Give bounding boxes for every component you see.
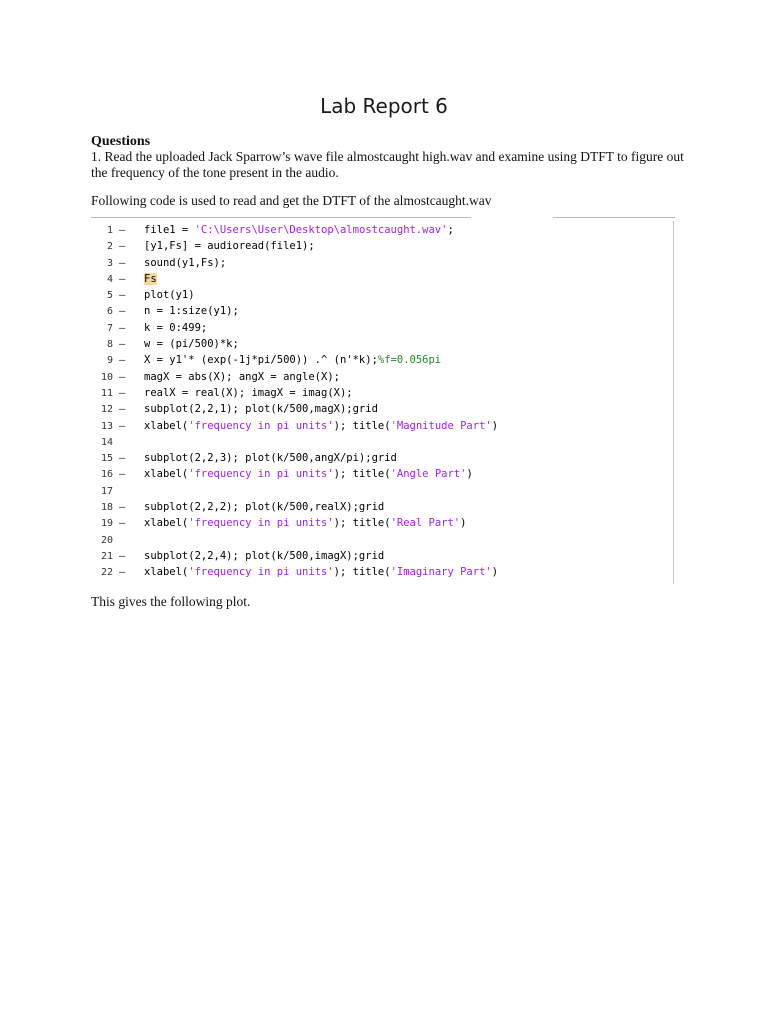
highlighted-token: Fs xyxy=(144,272,157,285)
code-text xyxy=(144,352,441,368)
breakpoint-marker: – xyxy=(119,256,126,269)
code-line xyxy=(91,466,498,482)
string-literal: 'C:\Users\User\Desktop\almostcaught.wav' xyxy=(194,224,448,236)
code-text xyxy=(144,255,226,271)
string-literal: 'Angle Part' xyxy=(390,468,467,481)
code-token: ) xyxy=(491,419,499,432)
line-number: 20 xyxy=(100,534,113,546)
code-token: xlabel( xyxy=(144,468,189,481)
code-token: n = 1:size(y1); xyxy=(144,305,239,318)
line-number: 6 xyxy=(106,306,113,318)
string-literal: 'frequency in pi units' xyxy=(188,566,334,579)
intro-text: Following code is used to read and get the DTFT of the almostcaught.wav xyxy=(91,193,492,208)
breakpoint-marker: – xyxy=(119,354,126,367)
code-line xyxy=(91,238,498,254)
code-right-border xyxy=(673,221,674,584)
line-number: 5 xyxy=(106,290,113,302)
code-text xyxy=(144,385,353,401)
code-line xyxy=(91,564,498,580)
code-token: [y1,Fs] = audioread(file1); xyxy=(144,240,315,253)
line-number: 8 xyxy=(106,339,113,351)
breakpoint-marker: – xyxy=(119,289,126,302)
string-literal: 'frequency in pi units' xyxy=(188,468,334,481)
line-number: 18 xyxy=(100,502,113,514)
code-text xyxy=(144,401,378,417)
code-line xyxy=(91,548,498,564)
string-literal: 'frequency in pi units' xyxy=(188,419,334,432)
code-token: w = (pi/500)*k; xyxy=(144,338,239,351)
string-literal: 'Magnitude Part' xyxy=(390,419,492,432)
page-title: Lab Report 6 xyxy=(320,94,448,118)
closing-text: This gives the following plot. xyxy=(91,594,251,609)
code-line xyxy=(91,255,498,271)
code-line xyxy=(91,271,498,287)
code-text xyxy=(144,222,454,238)
code-comment: %f=0.056pi xyxy=(377,354,442,367)
code-text xyxy=(144,320,207,336)
code-text xyxy=(144,466,473,482)
line-number: 13 xyxy=(100,420,113,432)
code-token: ); title( xyxy=(333,517,391,530)
code-line xyxy=(91,401,498,417)
code-token: realX = real(X); imagX = imag(X); xyxy=(144,386,353,399)
breakpoint-marker: – xyxy=(119,517,126,530)
code-token: subplot(2,2,1); plot(k/500,magX);grid xyxy=(144,403,378,416)
breakpoint-marker: – xyxy=(119,566,126,579)
code-line xyxy=(91,418,498,434)
breakpoint-marker: – xyxy=(119,419,126,432)
code-lines xyxy=(91,222,498,581)
code-text xyxy=(144,548,384,564)
code-token: ; xyxy=(447,224,454,236)
breakpoint-marker: – xyxy=(119,386,126,399)
breakpoint-marker: – xyxy=(119,468,126,481)
breakpoint-marker: – xyxy=(119,501,126,514)
line-number: 4 xyxy=(106,273,113,285)
line-number: 15 xyxy=(100,453,113,465)
string-literal: 'frequency in pi units' xyxy=(188,517,334,530)
line-number: 12 xyxy=(100,404,113,416)
code-text xyxy=(144,336,239,352)
code-line xyxy=(91,303,498,319)
line-number: 19 xyxy=(100,518,113,530)
code-token: subplot(2,2,4); plot(k/500,imagX);grid xyxy=(144,549,385,562)
code-top-border-right xyxy=(553,217,675,218)
code-top-border xyxy=(91,217,471,218)
code-text xyxy=(144,499,384,515)
section-heading: Questions xyxy=(91,134,151,149)
code-line xyxy=(91,222,498,238)
code-line xyxy=(91,450,498,466)
code-token: ) xyxy=(491,566,499,579)
code-text xyxy=(144,287,195,303)
line-number: 10 xyxy=(100,371,113,383)
code-line xyxy=(91,369,498,385)
code-line xyxy=(91,336,498,352)
code-token: magX = abs(X); angX = angle(X); xyxy=(144,370,340,383)
code-line xyxy=(91,385,498,401)
code-token: xlabel( xyxy=(144,517,189,530)
line-number: 1 xyxy=(106,225,113,236)
line-number: 17 xyxy=(100,485,113,497)
breakpoint-marker: – xyxy=(119,549,126,562)
code-text xyxy=(144,450,397,466)
line-number: 22 xyxy=(100,567,113,579)
code-line xyxy=(91,483,498,499)
breakpoint-marker: – xyxy=(119,370,126,383)
code-line xyxy=(91,532,498,548)
line-number: 11 xyxy=(100,387,113,399)
code-token: subplot(2,2,2); plot(k/500,realX);grid xyxy=(144,501,385,514)
code-text xyxy=(144,303,239,319)
code-text xyxy=(144,271,157,287)
string-literal: 'Imaginary Part' xyxy=(390,566,492,579)
code-line xyxy=(91,515,498,531)
code-token: plot(y1) xyxy=(144,289,195,302)
code-token: xlabel( xyxy=(144,419,189,432)
code-token: sound(y1,Fs); xyxy=(144,256,227,269)
code-token: k = 0:499; xyxy=(144,321,208,334)
code-token: subplot(2,2,3); plot(k/500,angX/pi);grid xyxy=(144,452,397,465)
breakpoint-marker: – xyxy=(119,272,126,285)
question-text: 1. Read the uploaded Jack Sparrow’s wave file almostcaught high.wav and examine using DTFT to figure out the frequency of the tone present in the audio. xyxy=(91,149,684,180)
line-number: 14 xyxy=(100,436,113,448)
code-token: ) xyxy=(460,517,467,530)
line-number: 2 xyxy=(106,241,113,253)
code-line xyxy=(91,499,498,515)
line-number: 16 xyxy=(100,469,113,481)
breakpoint-marker: – xyxy=(119,338,126,351)
code-text xyxy=(144,369,340,385)
code-line xyxy=(91,320,498,336)
line-number: 3 xyxy=(106,257,113,269)
string-literal: 'Real Part' xyxy=(390,517,461,530)
line-number: 21 xyxy=(100,550,113,562)
code-line xyxy=(91,352,498,368)
breakpoint-marker: – xyxy=(119,224,126,236)
line-number: 9 xyxy=(106,355,113,367)
breakpoint-marker: – xyxy=(119,403,126,416)
code-line xyxy=(91,287,498,303)
code-token: X = y1'* (exp(-1j*pi/500)) .^ (n'*k); xyxy=(144,354,378,367)
code-token: file1 = xyxy=(144,224,195,236)
breakpoint-marker: – xyxy=(119,321,126,334)
code-text xyxy=(144,238,315,254)
code-text xyxy=(144,564,498,580)
breakpoint-marker: – xyxy=(119,452,126,465)
code-token: ); title( xyxy=(333,566,391,579)
code-token: xlabel( xyxy=(144,566,189,579)
code-text xyxy=(144,418,498,434)
code-text xyxy=(144,515,466,531)
code-token: ); title( xyxy=(333,419,391,432)
code-line xyxy=(91,434,498,450)
code-screenshot xyxy=(91,217,675,584)
breakpoint-marker: – xyxy=(119,240,126,253)
code-token: ) xyxy=(466,468,473,481)
line-number: 7 xyxy=(106,322,113,334)
code-token: ); title( xyxy=(333,468,391,481)
breakpoint-marker: – xyxy=(119,305,126,318)
